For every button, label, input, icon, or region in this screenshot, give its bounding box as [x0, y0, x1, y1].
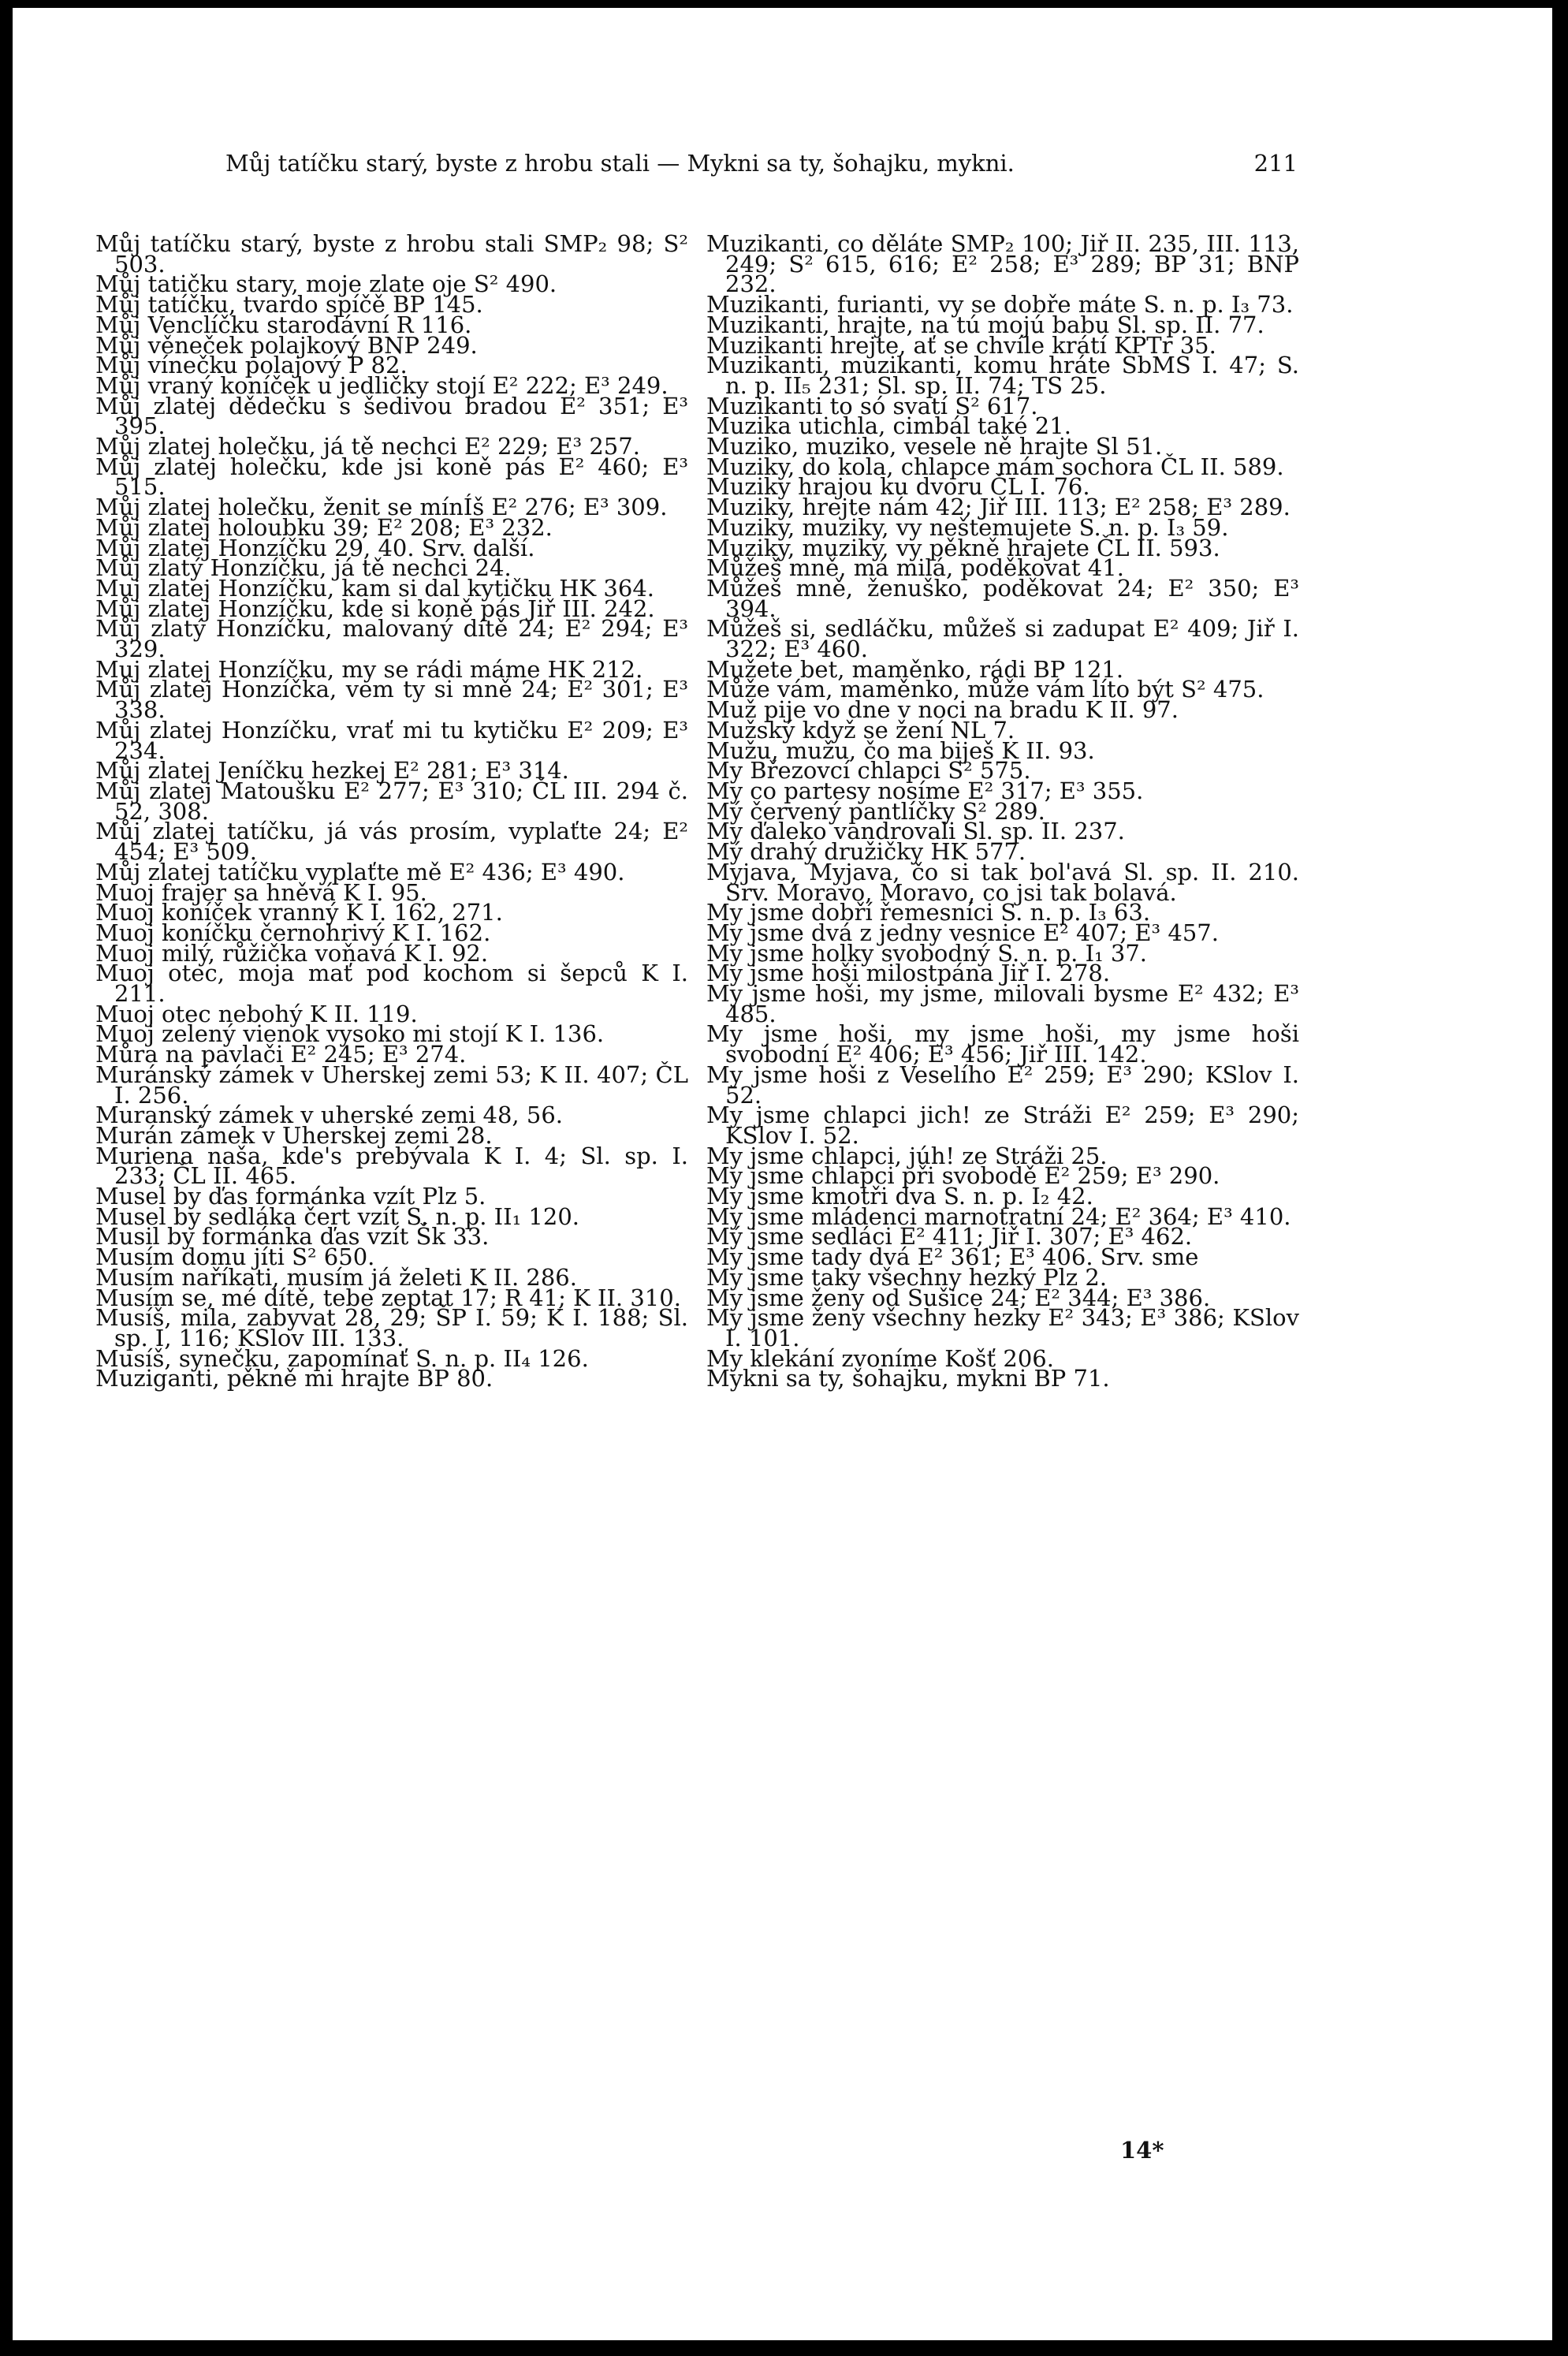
index-entry: My jsme ženy od Sušice 24; E² 344; E³ 386. [706, 1284, 1211, 1311]
signature-mark: 14* [1120, 2137, 1164, 2164]
index-entry: Muzikanti, co děláte SMP₂ 100; Jiř II. 235, III. 113, 249; S² 615, 616; E² 258; E³ 289; BP 31; BNP 232. [706, 230, 1299, 298]
index-entry: Mykni sa ty, šohajku, mykni BP 71. [706, 1365, 1110, 1392]
index-entry: My jsme chlapci při svobodě E² 259; E³ 290. [706, 1162, 1220, 1190]
index-entry: Můj zlatej holoubku 39; E² 208; E³ 232. [95, 513, 553, 541]
index-entry: Myjava, Myjava, čo si tak bol'avá Sl. sp. II. 210. Srv. Moravo, Moravo, co jsi tak bolavá. [706, 858, 1299, 906]
index-entry: Muzikanti, furianti, vy se dobře máte S. n. p. I₃ 73. [706, 291, 1294, 319]
index-entry: Musel by sedláka čert vzít S. n. p. II₁ 120. [95, 1202, 579, 1230]
index-entry: Můj tatíčku, tvardo spíčě BP 145. [95, 291, 483, 319]
index-entry: Muziky, do kola, chlapce mám sochora ČL II. 589. [706, 453, 1284, 480]
running-header [225, 150, 1298, 177]
index-entry: My jsme hoši z Veselího E² 259; E³ 290; KSlov I. 52. [706, 1061, 1299, 1109]
index-entry: Mý drahý družičky HK 577. [706, 838, 1026, 866]
index-entry: Muziganti, pěkně mi hrajte BP 80. [95, 1365, 493, 1392]
index-entry: Muoj otec, moja mať pod kochom si šepců K I. 211. [95, 960, 688, 1008]
index-entry: Můj zlatej tatíčku, já vás prosím, vyplaťte 24; E² 454; E³ 509. [95, 818, 688, 866]
index-entry: Muziky, muziky, vy pěkně hrajete ČL II. 593. [706, 534, 1220, 561]
index-entry: Můj Venclíčku starodávní R 116. [95, 311, 472, 338]
index-entry: Můj zlatý Honzíčku, malovaný dítě 24; E² 294; E³ 329. [95, 615, 688, 663]
index-entry: My co partesy nosíme E² 317; E³ 355. [706, 777, 1144, 804]
index-entry: Můra na pavlači E² 245; E³ 274. [95, 1041, 467, 1068]
right-column [706, 230, 1299, 1392]
index-entry: Můj zlatý Honzíčku, já tě nechci 24. [95, 554, 512, 582]
index-entry: My jsme mládenci marnotratní 24; E² 364; E³ 410. [706, 1202, 1291, 1230]
index-entry: My jsme hoši milostpána Jiř I. 278. [706, 960, 1111, 987]
index-entry: Můj zlatej holečku, ženit se mínÍš E² 276; E³ 309. [95, 494, 668, 521]
index-entry: My jsme hoši, my jsme hoši, my jsme hoši svobodní E² 406; E³ 456; Jiř III. 142. [706, 1020, 1299, 1068]
index-entry: My ďaleko vandrovali Sl. sp. II. 237. [706, 818, 1125, 845]
index-entry: Muoj frajer sa hněvá K I. 95. [95, 878, 427, 906]
index-entry: Muzikanti hrejte, ať se chvíle krátí KPTr 35. [706, 331, 1216, 359]
header-title: Můj tatíčku starý, byste z hrobu stali — Mykni sa ty, šohajku, mykni. [225, 150, 1015, 177]
index-entry: Muoj milý, růžička voňavá K I. 92. [95, 939, 489, 967]
index-entry: Mý červený pantlíčky S² 289. [706, 797, 1045, 825]
index-entry: Muziko, muziko, vesele ně hrajte Sl 51. [706, 433, 1163, 460]
page [13, 8, 1552, 2340]
index-entry: Musil by formánka ďas vzít Šk 33. [95, 1223, 490, 1251]
index-entry: Můj věneček polajkový BNP 249. [95, 331, 478, 359]
index-entry: Můžeš mně, ženuško, poděkovat 24; E² 350; E³ 394. [706, 574, 1299, 622]
index-entry: Můj zlatej Honzíčku, vrať mi tu kytičku E² 209; E³ 234. [95, 716, 688, 764]
index-entry: Musím se, mé dítě, tebe zeptat 17; R 41; K II. 310. [95, 1284, 681, 1311]
index-entry: Muoj zelený vienok vysoko mi stojí K I. 136. [95, 1020, 605, 1048]
index-entry: My jsme kmotři dva S. n. p. I₂ 42. [706, 1183, 1093, 1210]
index-entry: Můžeš si, sedláčku, můžeš si zadupat E² 409; Jiř I. 322; E³ 460. [706, 615, 1299, 663]
index-entry: Muoj koníčku černohrivý K I. 162. [95, 919, 491, 946]
index-entry: Muranský zámek v uherské zemi 48, 56. [95, 1102, 563, 1129]
index-entry: My klekání zvoníme Košť 206. [706, 1344, 1054, 1372]
index-entry: Můj zlatej Honzíčku 29, 40. Srv. další. [95, 534, 535, 561]
index-entry: Může vám, maměnko, může vám líto být S² 475. [706, 676, 1264, 703]
index-entry: My jsme dobří řemesníci S. n. p. I₃ 63. [706, 899, 1151, 926]
index-entry: Můj zlatej Jeníčku hezkej E² 281; E³ 314. [95, 757, 569, 785]
index-entry: My jsme tady dvá E² 361; E³ 406. Srv. sme [706, 1243, 1199, 1271]
index-entry: My jsme chlapci jich! ze Stráži E² 259; E³ 290; KSlov I. 52. [706, 1102, 1299, 1149]
index-entry: Můj zlatej dědečku s šedivou bradou E² 351; E³ 395. [95, 392, 688, 440]
index-entry: Můj vraný koníček u jedličky stojí E² 222; E³ 249. [95, 371, 669, 399]
index-entry: Muzikanti to só svatí S² 617. [706, 392, 1038, 419]
index-entry: Muj zlatej Honzíčku, my se rádi máme HK 212. [95, 655, 643, 683]
left-column [95, 230, 688, 1392]
index-entry: Můj zlatej holečku, kde jsi koně pás E² 460; E³ 515. [95, 453, 688, 501]
index-entry: Muzikanti, muzikanti, komu hráte SbMS I. 47; S. n. p. II₅ 231; Sl. sp. II. 74; TS 25. [706, 352, 1299, 399]
index-entry: Musíš, mila, zabyvat 28, 29; ŠP I. 59; K I. 188; Sl. sp. I, 116; KSlov III. 133. [95, 1304, 688, 1351]
index-entry: My jsme hoši, my jsme, milovali bysme E² 432; E³ 485. [706, 980, 1299, 1027]
index-entry: Muziky, muziky, vy neštemujete S. n. p. I₃ 59. [706, 513, 1229, 541]
index-entry: Můj zlatej Matoušku E² 277; E³ 310; ČL III. 294 č. 52, 308. [95, 777, 688, 825]
index-entry: My jsme holky svobodný S. n. p. I₁ 37. [706, 939, 1148, 967]
index-entry: My jsme dvá z jedny vesnice E² 407; E³ 457. [706, 919, 1219, 946]
index-entry: Mužete bet, maměnko, rádi BP 121. [706, 655, 1124, 683]
index-entry: Musím naříkati, musím já želeti K II. 286. [95, 1263, 577, 1291]
index-entry: Můj zlatej Honzíčku, kde si koně pás Jiř III. 242. [95, 595, 655, 622]
index-entry: Můj zlatej tatíčku vyplaťte mě E² 436; E³ 490. [95, 858, 625, 885]
index-entry: Můžeš mně, má milá, poděkovat 41. [706, 554, 1124, 582]
index-entry: Můj zlatej Honzíčka, vem ty si mně 24; E² 301; E³ 338. [95, 676, 688, 724]
index-entry: Musím domu jíti S² 650. [95, 1243, 375, 1271]
index-entry: My jsme taky všechny hezký Plz 2. [706, 1263, 1108, 1291]
index-entry: Musel by ďas formánka vzít Plz 5. [95, 1183, 486, 1210]
index-entry: Muzika utichla, cimbál také 21. [706, 412, 1071, 440]
index-entry: My jsme ženy všechny hezky E² 343; E³ 386; KSlov I. 101. [706, 1304, 1299, 1351]
page-number: 211 [1253, 150, 1298, 177]
index-entry: My Březovcí chlapci S² 575. [706, 757, 1031, 785]
index-entry: Muž pije vo dne v noci na bradu K II. 97. [706, 696, 1179, 724]
index-entry: Můj tatičku stary, moje zlate oje S² 490. [95, 270, 557, 298]
index-entry: Muj zlatej Honzíčku, kam si dal kytičku HK 364. [95, 574, 654, 602]
index-entry: Musíš, synečku, zapomínať S. n. p. II₄ 126. [95, 1344, 589, 1372]
index-entry: Muziky, hrejte nám 42; Jiř III. 113; E² 258; E³ 289. [706, 494, 1291, 521]
index-entry: Můj vínečku polajový P 82. [95, 352, 408, 379]
index-entry: Muziky hrajou ku dvoru ČL I. 76. [706, 473, 1090, 501]
index-entry: Muránský zámek v Uherskej zemi 53; K II. 407; ČL I. 256. [95, 1061, 688, 1109]
index-entry: Mý jsme sedláci E² 411; Jiř I. 307; E³ 462. [706, 1223, 1193, 1251]
index-entry: Můj tatíčku starý, byste z hrobu stali SMP₂ 98; S² 503. [95, 230, 688, 278]
index-entry: Muriena naša, kde's prebývala K I. 4; Sl. sp. I. 233; ČL II. 465. [95, 1142, 688, 1190]
index-entry: My jsme chlapci, júh! ze Stráži 25. [706, 1142, 1108, 1169]
index-entry: Muoj koníček vranný K I. 162, 271. [95, 899, 503, 926]
index-entry: Můj zlatej holečku, já tě nechci E² 229; E³ 257. [95, 433, 640, 460]
index-entry: Mužu, mužu, čo ma biješ K II. 93. [706, 736, 1095, 764]
index-entry: Muzikanti, hrajte, na tú mojú babu Sl. sp. II. 77. [706, 311, 1264, 338]
index-entry: Mužský když se žení NL 7. [706, 716, 1015, 744]
index-entry: Muoj otec nebohý K II. 119. [95, 1000, 418, 1027]
index-entry: Murán zámek v Uherskej zemi 28. [95, 1121, 493, 1149]
